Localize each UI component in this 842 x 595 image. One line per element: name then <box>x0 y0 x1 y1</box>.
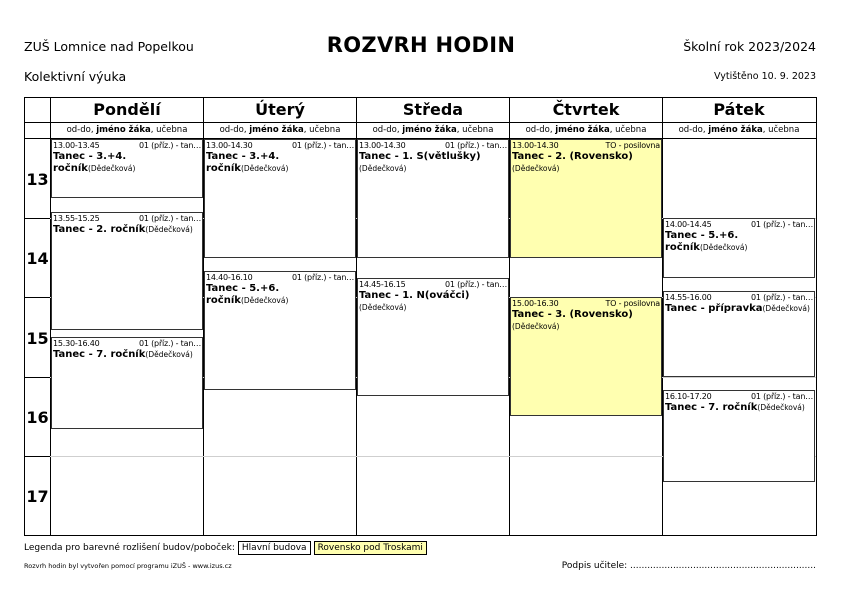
lesson-name: Tanec - 7. ročník <box>53 349 146 360</box>
lesson-time: 14.55-16.00 <box>665 292 712 302</box>
lesson-time: 14.00-14.45 <box>665 220 712 230</box>
lesson-time: 13.00-13.45 <box>53 141 100 150</box>
column-subheader: od-do, jméno žáka, učebna <box>372 125 494 135</box>
hour-label: 13 <box>26 170 49 189</box>
lesson-time: 13.55-15.25 <box>53 213 100 223</box>
lesson-name: Tanec - 1. S(větlušky) <box>359 151 481 162</box>
building-legend <box>24 541 427 555</box>
lesson-time: 15.30-16.40 <box>53 339 100 348</box>
column-subheader: od-do, jméno žáka, učebna <box>678 125 800 135</box>
school-name: ZUŠ Lomnice nad Popelkou <box>24 39 194 54</box>
page-title: ROZVRH HODIN <box>326 33 516 57</box>
lesson-name: Tanec - 3.+4. ročník <box>53 151 127 174</box>
lesson-room: 01 (příz.) - tan… <box>751 220 813 230</box>
lesson-name: Tanec - 2. ročník <box>53 223 146 235</box>
lesson-block[interactable] <box>357 139 509 258</box>
lesson-block[interactable] <box>510 297 662 416</box>
lesson-teacher: (Dědečková) <box>87 164 136 173</box>
schedule-type: Kolektivní výuka <box>24 69 127 84</box>
lesson-time: 14.40-16.10 <box>206 273 253 282</box>
lesson-room: 01 (příz.) - tan… <box>139 339 201 348</box>
hour-label: 17 <box>26 487 49 506</box>
lesson-block[interactable] <box>663 390 815 482</box>
lesson-room: 01 (příz.) - tan… <box>445 141 507 150</box>
lesson-time: 13.00-14.30 <box>359 141 406 150</box>
legend-label: Legenda pro barevné rozlišení budov/poboček: <box>24 543 235 553</box>
lesson-teacher: (Dědečková) <box>145 350 193 359</box>
lesson-block[interactable] <box>663 218 815 277</box>
lesson-room: 01 (příz.) - tan… <box>292 141 354 150</box>
lesson-block[interactable] <box>510 139 662 258</box>
lesson-room: TO - posilovna <box>605 299 660 309</box>
lesson-teacher: (Dědečková) <box>762 303 810 313</box>
lesson-teacher: (Dědečková) <box>359 302 407 312</box>
column-subheader: od-do, jméno žáka, učebna <box>66 125 188 135</box>
lesson-block[interactable] <box>51 212 203 331</box>
lesson-room: 01 (příz.) - tan… <box>445 279 507 289</box>
lesson-block[interactable] <box>51 139 203 198</box>
day-header-thursday: Čtvrtek <box>552 100 620 119</box>
lesson-teacher: (Dědečková) <box>512 322 560 332</box>
lesson-teacher: (Dědečková) <box>757 402 805 412</box>
printed-date: Vytištěno 10. 9. 2023 <box>714 71 816 82</box>
school-year: Školní rok 2023/2024 <box>683 39 816 54</box>
day-header-friday: Pátek <box>713 100 765 119</box>
lesson-name: Tanec - 1. N(ováčci) <box>359 289 470 301</box>
lesson-block[interactable] <box>51 337 203 429</box>
hour-label: 14 <box>26 249 49 268</box>
timetable-grid <box>24 97 817 536</box>
hour-label: 15 <box>26 329 49 348</box>
lesson-time: 14.45-16.15 <box>359 279 406 289</box>
lesson-name: Tanec - 7. ročník <box>665 401 758 413</box>
lesson-name: Tanec - 3. (Rovensko) <box>512 309 633 321</box>
lesson-teacher: (Dědečková) <box>145 224 193 234</box>
lesson-room: TO - posilovna <box>605 141 660 150</box>
lesson-teacher: (Dědečková) <box>240 296 289 305</box>
lesson-name: Tanec - 3.+4. ročník <box>206 151 280 174</box>
lesson-block[interactable] <box>357 278 509 397</box>
hour-label: 16 <box>26 408 49 427</box>
day-header-tuesday: Úterý <box>255 100 305 119</box>
lesson-time: 13.00-14.30 <box>512 141 559 150</box>
lesson-teacher: (Dědečková) <box>240 164 289 173</box>
lesson-time: 16.10-17.20 <box>665 391 712 401</box>
day-header-monday: Pondělí <box>93 100 161 119</box>
column-subheader: od-do, jméno žáka, učebna <box>525 125 647 135</box>
lesson-room: 01 (příz.) - tan… <box>139 141 201 150</box>
lesson-room: 01 (příz.) - tan… <box>751 391 813 401</box>
legend-main-building: Hlavní budova <box>238 541 311 555</box>
legend-rovensko-branch: Rovensko pod Troskami <box>314 541 427 555</box>
lesson-block[interactable] <box>204 139 356 258</box>
lesson-name: Tanec - 5.+6. ročník <box>665 230 739 254</box>
day-header-wednesday: Středa <box>402 100 464 119</box>
lesson-room: 01 (příz.) - tan… <box>751 292 813 302</box>
lesson-name: Tanec - 5.+6. ročník <box>206 283 280 306</box>
lesson-block[interactable] <box>204 271 356 390</box>
lesson-teacher: (Dědečková) <box>359 164 407 173</box>
lesson-name: Tanec - 2. (Rovensko) <box>512 151 633 162</box>
lesson-room: 01 (příz.) - tan… <box>292 273 354 282</box>
lesson-teacher: (Dědečková) <box>699 243 748 253</box>
lesson-room: 01 (příz.) - tan… <box>139 213 201 223</box>
lesson-block[interactable] <box>663 291 815 377</box>
lesson-name: Tanec - přípravka <box>665 302 763 314</box>
column-subheader: od-do, jméno žáka, učebna <box>219 125 341 135</box>
lesson-time: 15.00-16.30 <box>512 299 559 309</box>
lesson-time: 13.00-14.30 <box>206 141 253 150</box>
generator-note: Rozvrh hodin byl vytvořen pomocí programu iZUŠ - www.izus.cz <box>24 562 232 570</box>
teacher-signature-line: Podpis učitele: ................................................................. <box>561 561 816 571</box>
lesson-teacher: (Dědečková) <box>512 164 560 173</box>
